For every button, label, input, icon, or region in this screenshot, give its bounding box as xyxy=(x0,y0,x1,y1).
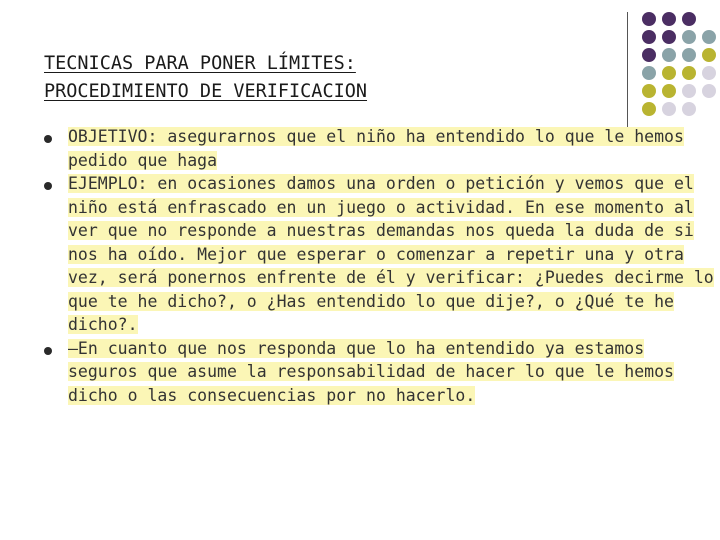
decor-dot xyxy=(702,84,716,98)
decor-dot xyxy=(682,66,696,80)
decor-dot xyxy=(702,48,716,62)
decor-dot xyxy=(662,30,676,44)
decorative-divider xyxy=(627,12,628,130)
bullet-text: EJEMPLO: en ocasiones damos una orden o petición y vemos que el niño está enfrascado en un juego o actividad. En ese momento al ver que no responde a nuestras demandas nos queda la duda de si nos ha oído. Mejor que esperar o comenzar a repetir una y otra vez, será ponernos enfrente de él y verificar: ¿Puedes decirme lo que te he dicho?, o ¿Has entendido lo que dije?, o ¿Qué te he dicho?. xyxy=(68,174,714,334)
title xyxy=(44,50,514,106)
decor-dot xyxy=(662,102,676,116)
bullet-text: –En cuanto que nos responda que lo ha entendido ya estamos seguros que asume la responsabilidad de hacer lo que le hemos dicho o las consecuencias por no hacerlo. xyxy=(68,338,674,405)
bullet-list xyxy=(44,125,714,407)
decor-dot xyxy=(642,48,656,62)
decor-dot xyxy=(662,48,676,62)
decor-dot xyxy=(642,84,656,98)
decor-dot xyxy=(702,66,716,80)
decor-dot xyxy=(682,102,696,116)
decor-dot xyxy=(702,30,716,44)
decor-dot xyxy=(662,12,676,26)
bullet-item xyxy=(44,125,714,172)
decor-dot xyxy=(642,66,656,80)
bullet-text: OBJETIVO: asegurarnos que el niño ha entendido lo que le hemos pedido que haga xyxy=(68,127,684,170)
decor-dot xyxy=(642,12,656,26)
bullet-icon xyxy=(44,135,52,143)
decor-dot xyxy=(682,30,696,44)
decor-dot xyxy=(642,30,656,44)
decor-dot xyxy=(682,12,696,26)
decor-dot xyxy=(682,48,696,62)
bullet-icon xyxy=(44,182,52,190)
bullet-item xyxy=(44,172,714,337)
decor-dot xyxy=(662,66,676,80)
title-line-2: PROCEDIMIENTO DE VERIFICACION xyxy=(44,81,368,102)
decor-dot xyxy=(642,102,656,116)
title-line-1: TECNICAS PARA PONER LÍMITES: xyxy=(44,53,356,74)
decor-dot xyxy=(682,84,696,98)
bullet-item xyxy=(44,337,714,408)
bullet-icon xyxy=(44,347,52,355)
decor-dot xyxy=(662,84,676,98)
